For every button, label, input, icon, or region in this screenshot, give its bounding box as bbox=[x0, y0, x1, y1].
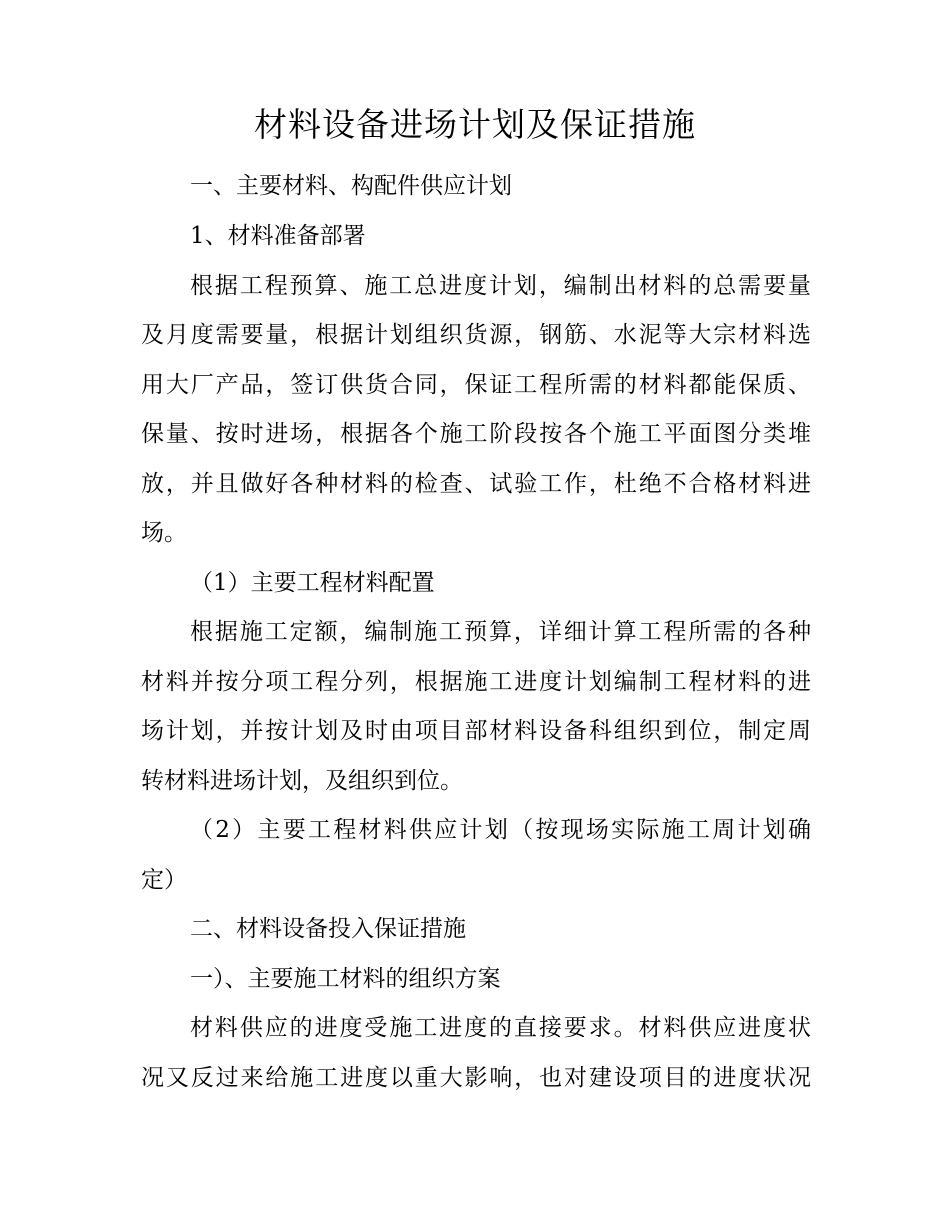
paragraph-line: 放，并且做好各种材料的检查、试验工作，杜绝不合格材料进 bbox=[141, 471, 811, 497]
document-title: 材料设备进场计划及保证措施 bbox=[254, 105, 696, 144]
section-heading-1: 一、主要材料、构配件供应计划 bbox=[190, 173, 512, 199]
paragraph-line: 根据施工定额，编制施工预算，详细计算工程所需的各种 bbox=[190, 619, 811, 645]
paragraph-line: 根据工程预算、施工总进度计划，编制出材料的总需要量 bbox=[190, 273, 811, 299]
item-heading-2: （2）主要工程材料供应计划（按现场实际施工周计划确 bbox=[190, 817, 811, 843]
paragraph-line: 保量、按时进场，根据各个施工阶段按各个施工平面图分类堆 bbox=[141, 421, 811, 447]
item-heading-1: （1）主要工程材料配置 bbox=[190, 570, 435, 596]
paragraph-line: 材料供应的进度受施工进度的直接要求。材料供应进度状 bbox=[190, 1015, 811, 1041]
subsection-heading-2: 一）、主要施工材料的组织方案 bbox=[190, 966, 501, 992]
paragraph-line: 转材料进场计划，及组织到位。 bbox=[141, 768, 463, 794]
item-heading-2-cont: 定） bbox=[141, 867, 187, 893]
paragraph-line: 场计划，并按计划及时由项目部材料设备科组织到位，制定周 bbox=[141, 718, 811, 744]
paragraph-line: 况又反过来给施工进度以重大影响，也对建设项目的进度状况 bbox=[141, 1065, 811, 1091]
paragraph-line: 及月度需要量，根据计划组织货源，钢筋、水泥等大宗材料选 bbox=[141, 322, 811, 348]
paragraph-line: 材料并按分项工程分列，根据施工进度计划编制工程材料的进 bbox=[141, 669, 811, 695]
section-heading-2: 二、材料设备投入保证措施 bbox=[190, 916, 466, 942]
subsection-heading-1: 1、材料准备部署 bbox=[190, 223, 366, 249]
paragraph-line: 用大厂产品，签订供货合同，保证工程所需的材料都能保质、 bbox=[141, 372, 811, 398]
paragraph-line: 场。 bbox=[141, 520, 187, 546]
